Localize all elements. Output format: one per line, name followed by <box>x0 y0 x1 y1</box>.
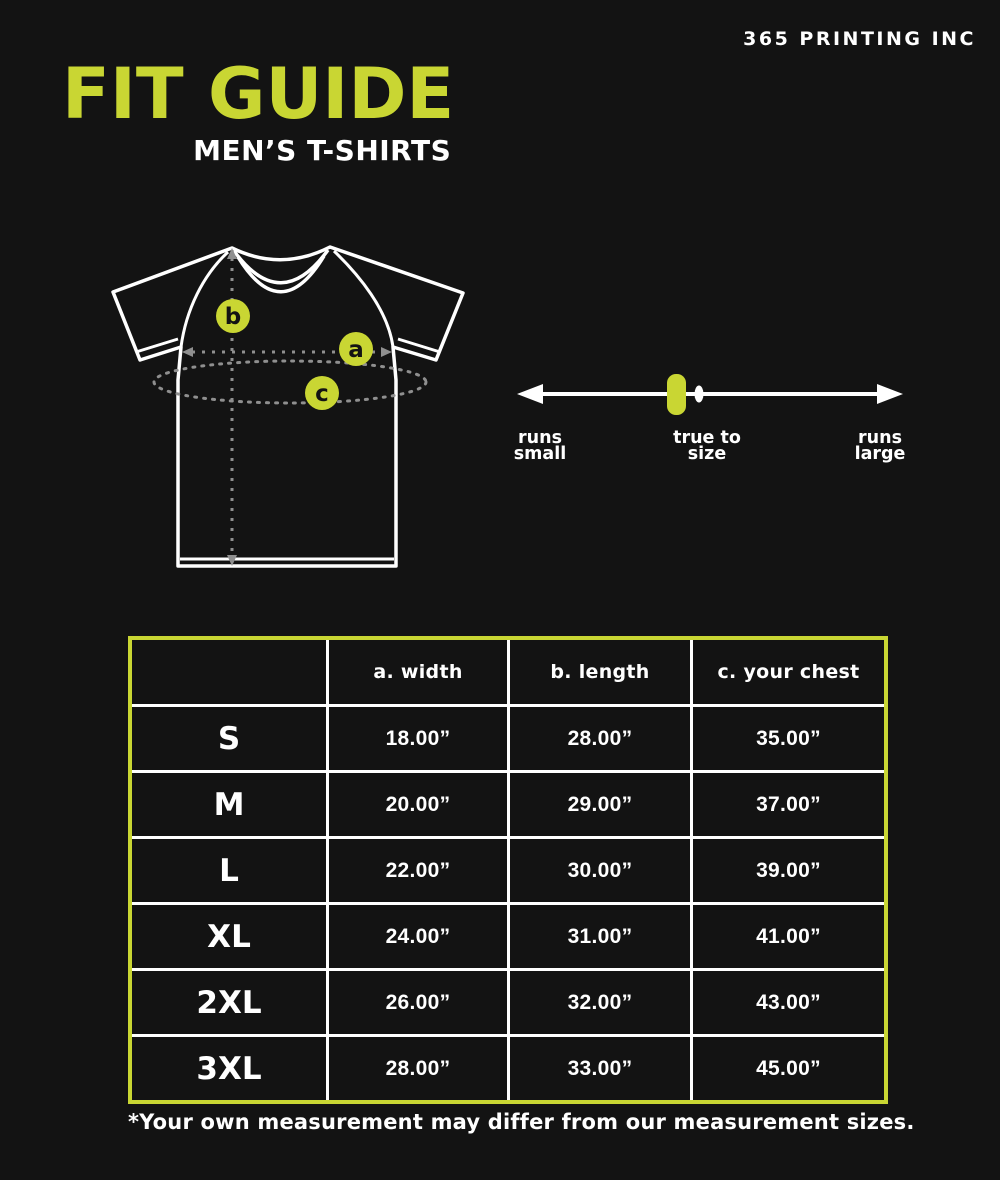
length-cell: 32.00” <box>510 971 690 1034</box>
fit-scale <box>505 365 915 425</box>
scale-label-true-to-size: true to size <box>673 428 741 464</box>
length-measure-line <box>227 248 237 566</box>
header-cell-width: a. width <box>329 640 507 704</box>
marker-a-label: a <box>348 337 364 363</box>
marker-b <box>216 299 250 333</box>
scale-center-dot <box>695 386 704 403</box>
width-cell: 28.00” <box>329 1037 507 1100</box>
chest-cell: 39.00” <box>693 839 884 902</box>
width-cell: 22.00” <box>329 839 507 902</box>
measurement-disclaimer: *Your own measurement may differ from our measurement sizes. <box>128 1110 915 1134</box>
marker-a <box>339 332 373 366</box>
brand-name: 365 PRINTING INC <box>743 28 976 50</box>
scale-right-arrowhead <box>877 384 903 404</box>
page-subtitle: MEN’S T-SHIRTS <box>193 134 452 167</box>
size-cell: M <box>132 773 326 836</box>
scale-left-arrowhead <box>517 384 543 404</box>
scale-label-runs-small: runs small <box>513 428 567 464</box>
width-cell: 24.00” <box>329 905 507 968</box>
header-cell-chest: c. your chest <box>693 640 884 704</box>
size-cell: 3XL <box>132 1037 326 1100</box>
chest-cell: 41.00” <box>693 905 884 968</box>
width-cell: 26.00” <box>329 971 507 1034</box>
tshirt-outline <box>113 247 463 566</box>
tshirt-diagram <box>100 230 480 580</box>
marker-b-label: b <box>224 304 242 330</box>
left-sleeve-seam <box>181 252 228 347</box>
length-cell: 33.00” <box>510 1037 690 1100</box>
length-cell: 31.00” <box>510 905 690 968</box>
scale-indicator-marker <box>667 374 686 415</box>
chest-cell: 37.00” <box>693 773 884 836</box>
size-cell: 2XL <box>132 971 326 1034</box>
chest-cell: 43.00” <box>693 971 884 1034</box>
header-cell-length: b. length <box>510 640 690 704</box>
length-cell: 30.00” <box>510 839 690 902</box>
chest-measure-ellipse <box>154 361 426 403</box>
width-cell: 20.00” <box>329 773 507 836</box>
marker-c-label: c <box>315 381 329 407</box>
length-cell: 28.00” <box>510 707 690 770</box>
header-cell-blank <box>132 640 326 704</box>
marker-c <box>305 376 339 410</box>
length-cell: 29.00” <box>510 773 690 836</box>
size-cell: L <box>132 839 326 902</box>
page-title: FIT GUIDE <box>62 53 455 135</box>
title-block <box>62 53 455 167</box>
chest-cell: 45.00” <box>693 1037 884 1100</box>
size-cell: S <box>132 707 326 770</box>
size-table <box>128 636 888 1104</box>
scale-label-runs-large: runs large <box>854 428 906 464</box>
width-cell: 18.00” <box>329 707 507 770</box>
size-cell: XL <box>132 905 326 968</box>
chest-cell: 35.00” <box>693 707 884 770</box>
